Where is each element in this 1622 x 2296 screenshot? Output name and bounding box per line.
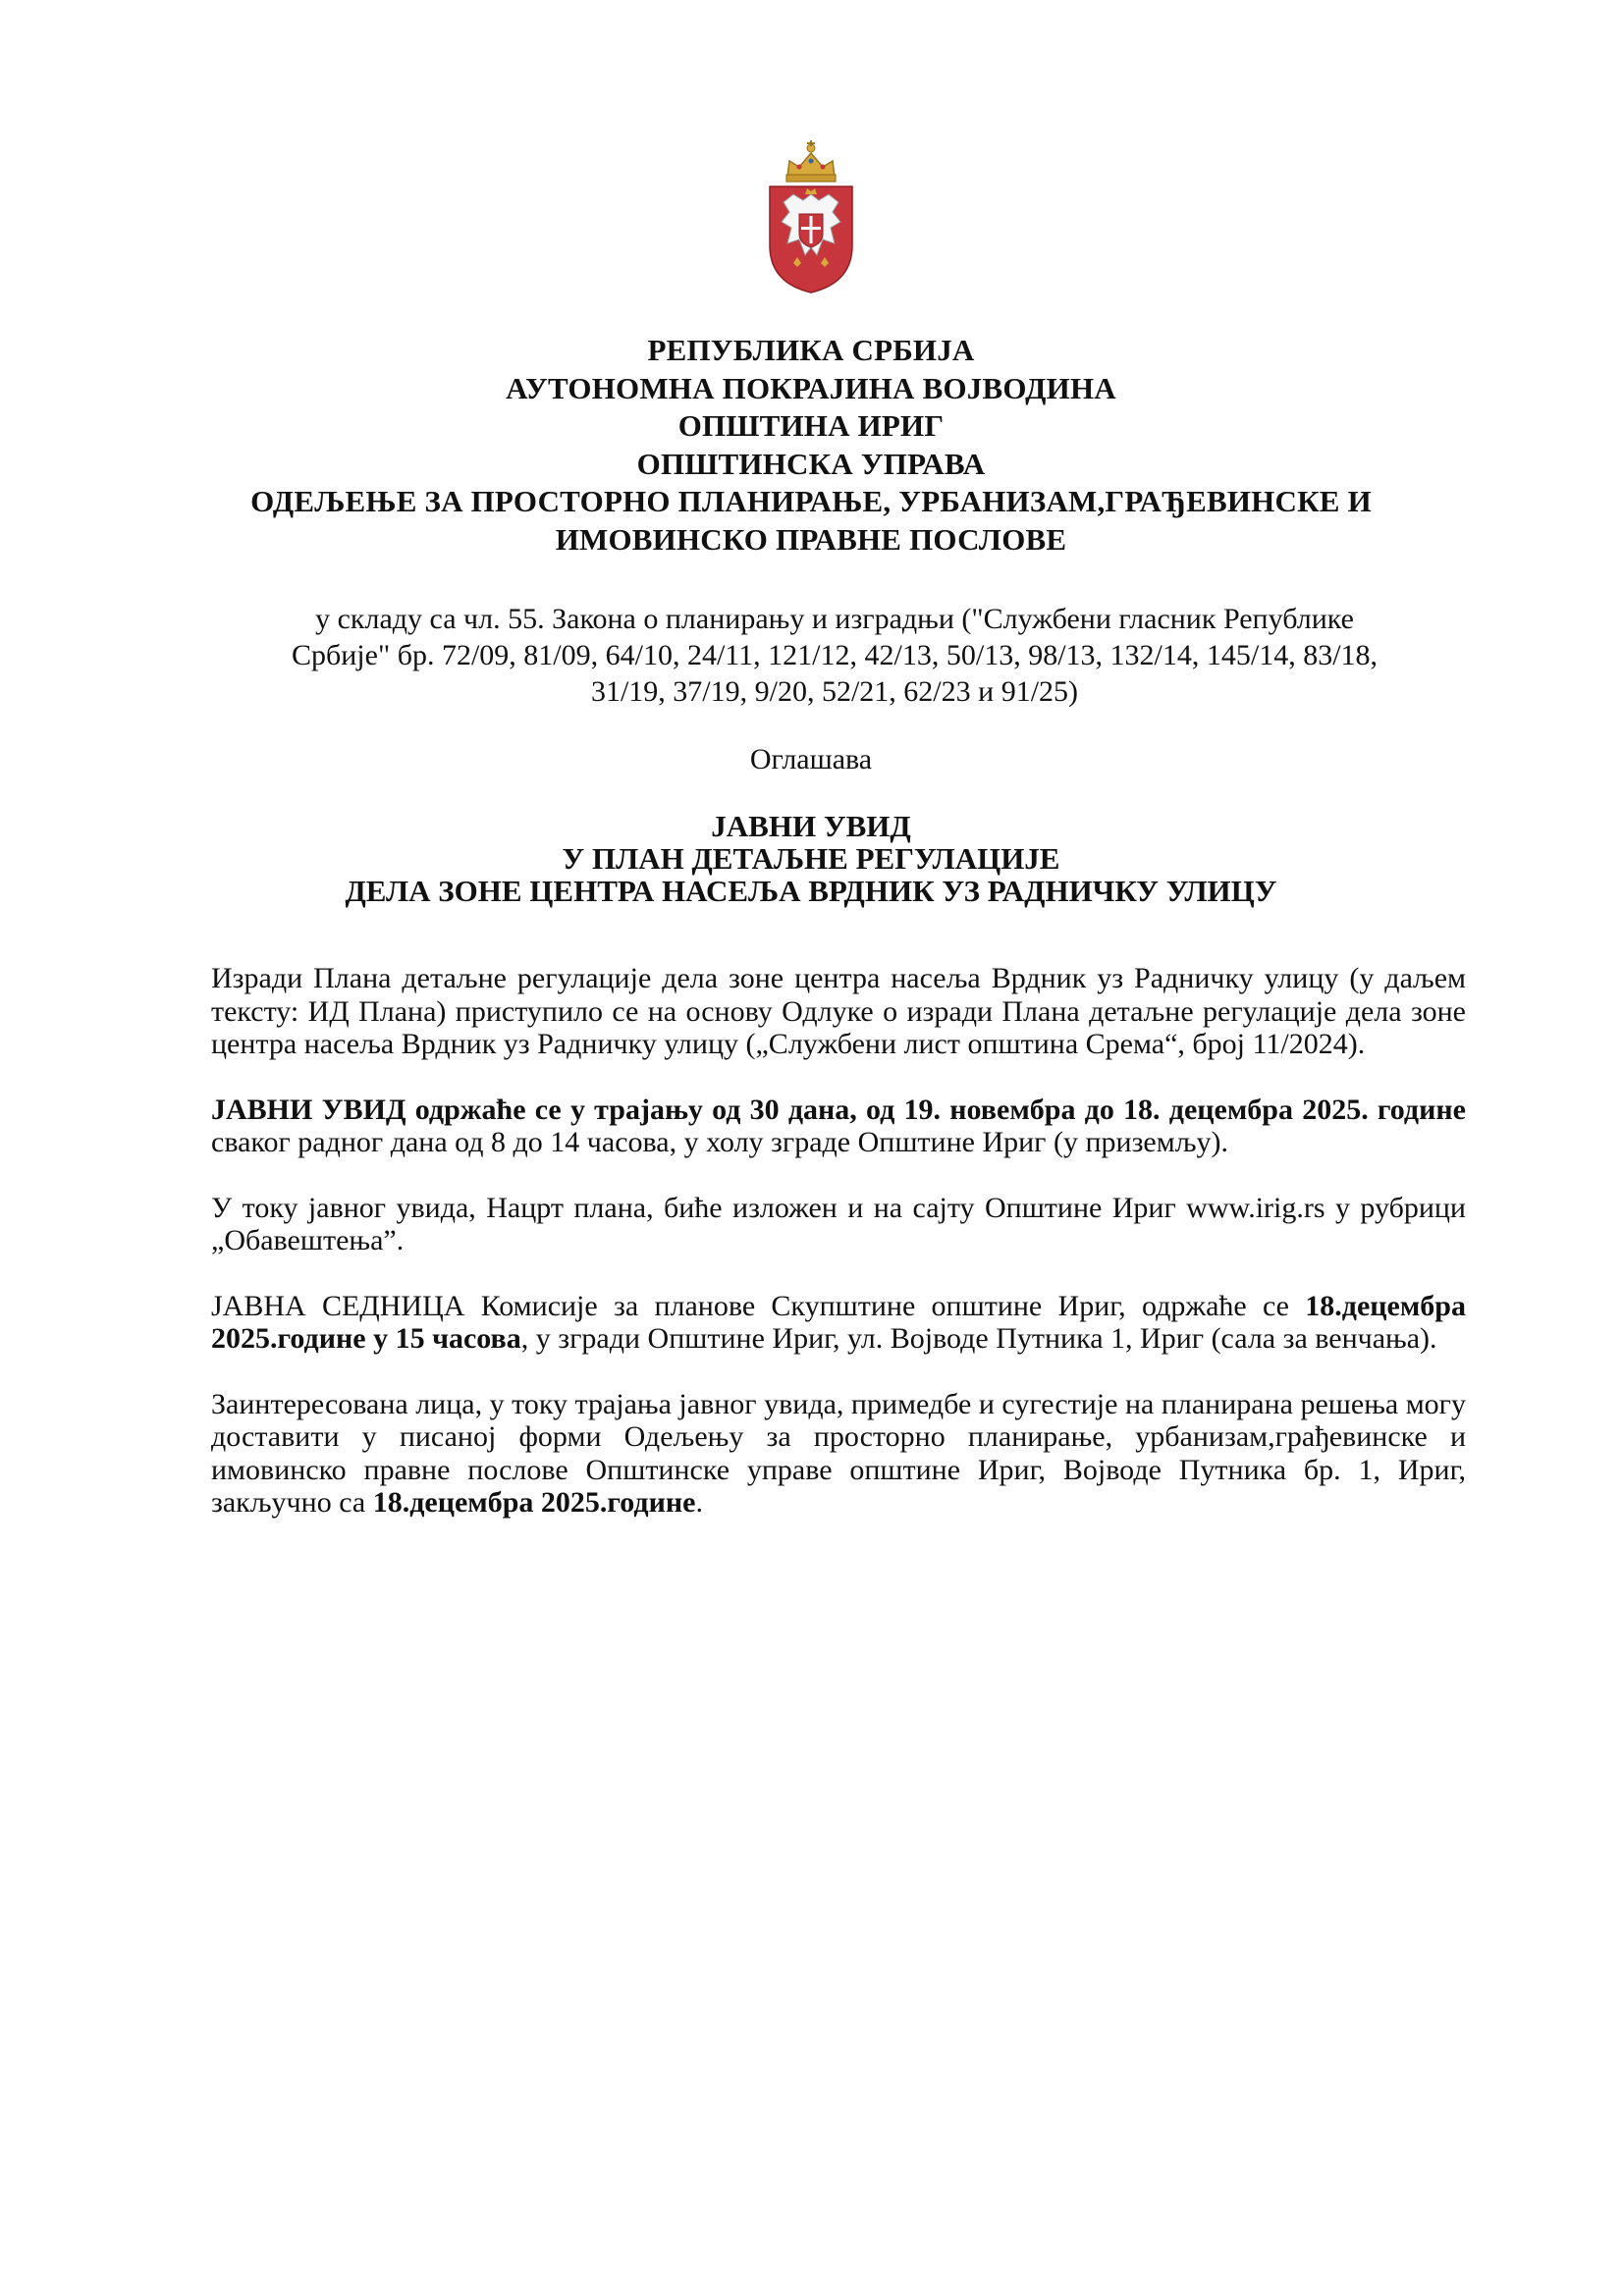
header-country: РЕПУБЛИКА СРБИЈА <box>647 333 975 367</box>
header-municipality: ОПШТИНА ИРИГ <box>677 408 945 443</box>
inspection-period-bold: ЈАВНИ УВИД одржаће се у трајању од 30 дана, од 19. новембра до 18. децембра 2025. године <box>211 1093 1466 1126</box>
submissions-end: . <box>695 1486 703 1519</box>
notice-title <box>177 810 1445 907</box>
header-administration: ОПШТИНСКА УПРАВА <box>636 446 986 481</box>
document-header <box>177 332 1445 559</box>
public-session-end: , у згради Општине Ириг, ул. Војводе Путника 1, Ириг (сала за венчања). <box>520 1322 1437 1355</box>
title-line2: У ПЛАН ДЕТАЉНЕ РЕГУЛАЦИЈЕ <box>562 841 1060 876</box>
notice-body <box>211 962 1466 1552</box>
submissions-deadline: 18.децембра 2025.године <box>372 1486 696 1519</box>
paragraph-plan-basis: Изради Плана детаљне регулације дела зоне центра насеља Врдник уз Радничку улицу (у даљем тексту: ИД Плана) приступило се на основу Одлуке о изради Плана детаљне регулације дела зоне центра насеља Врдник уз Радничку улицу („Службени лист општина Срема“, број 11/2024). <box>211 962 1466 1060</box>
submissions-start: Заинтересована лица, у току трајања јавног увида, примедбе и сугестије на планирана решења могу доставити у писаној форми Одељењу за просторно планирање, урбанизам,грађевинске и имовинско правне послове Општинске управе општине Ириг, Војводе Путника бр. 1, Ириг, закључно са <box>211 1387 1466 1519</box>
public-session-start: ЈАВНА СЕДНИЦА Комисије за планове Скупштине општине Ириг, одржаће се <box>211 1289 1306 1322</box>
paragraph-submissions <box>211 1388 1466 1520</box>
announces-label: Оглашава <box>749 743 873 775</box>
coat-of-arms-emblem <box>764 137 858 294</box>
legal-basis-line3: 31/19, 37/19, 9/20, 52/21, 62/23 и 91/25) <box>590 675 1079 708</box>
title-line1: ЈАВНИ УВИД <box>711 809 911 843</box>
inspection-period-rest: сваког радног дана од 8 до 14 часова, у холу зграде Општине Ириг (у приземљу). <box>211 1126 1229 1158</box>
legal-basis <box>216 601 1453 710</box>
header-department-line1: ОДЕЉЕЊЕ ЗА ПРОСТОРНО ПЛАНИРАЊЕ, УРБАНИЗАМ,ГРАЂЕВИНСКЕ И <box>250 484 1372 518</box>
title-line3: ДЕЛА ЗОНЕ ЦЕНТРА НАСЕЉА ВРДНИК УЗ РАДНИЧКУ УЛИЦУ <box>345 874 1277 908</box>
crown-icon <box>786 140 836 182</box>
shield-icon <box>770 187 852 293</box>
public-session-date: 18.децембра 2025.године у 15 часова <box>211 1289 1466 1355</box>
legal-basis-line1: у складу са чл. 55. Закона о планирању и изградњи ("Службени гласник Републике <box>315 603 1354 635</box>
header-department-line2: ИМОВИНСКО ПРАВНЕ ПОСЛОВЕ <box>555 521 1067 557</box>
header-province: АУТОНОМНА ПОКРАЈИНА ВОЈВОДИНА <box>506 370 1116 405</box>
legal-basis-line2: Србије" бр. 72/09, 81/09, 64/10, 24/11, 121/12, 42/13, 50/13, 98/13, 132/14, 145/14, 83/18, <box>291 639 1379 671</box>
paragraph-public-session <box>211 1290 1466 1356</box>
paragraph-website: У току јавног увида, Нацрт плана, биће изложен и на сајту Општине Ириг www.irig.rs у рубрици „Обавештења”. <box>211 1191 1466 1256</box>
paragraph-inspection-period <box>211 1094 1466 1159</box>
